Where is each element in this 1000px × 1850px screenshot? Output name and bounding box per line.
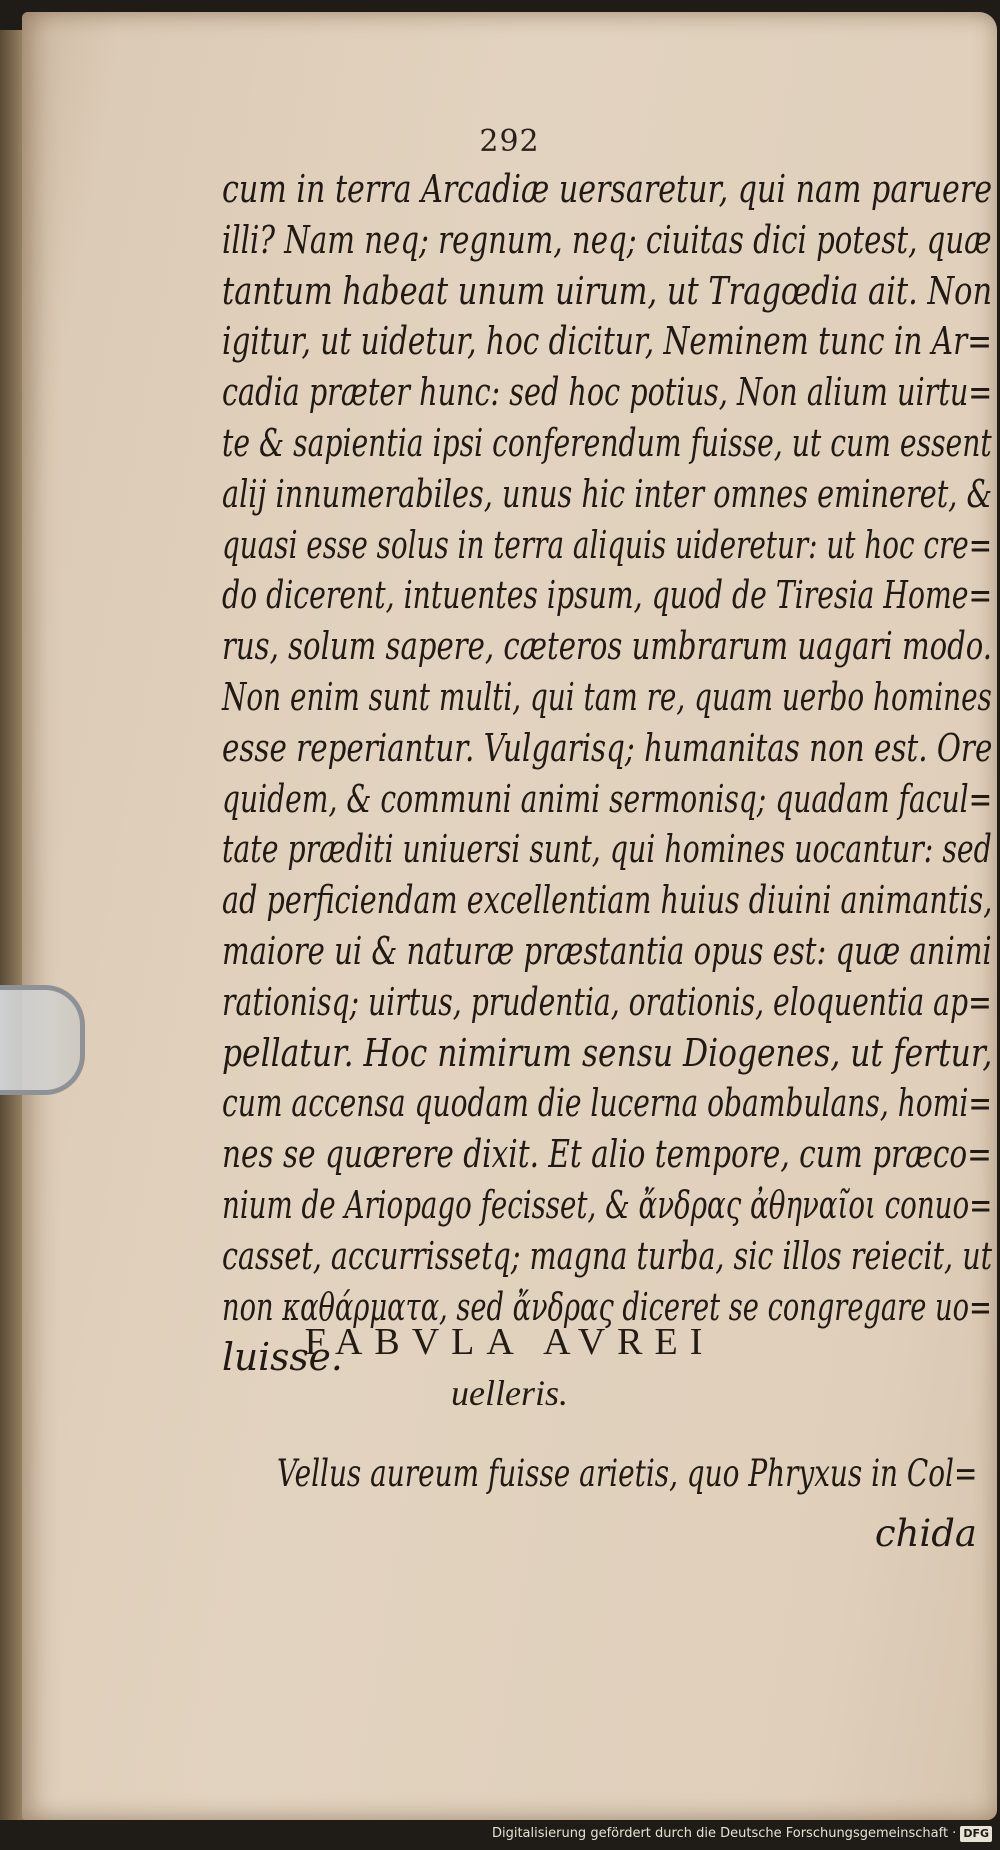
text-line: luisse.	[222, 1335, 343, 1380]
text-line: nes se quærere dixit. Et alio tempore, cum præco=	[222, 1132, 992, 1177]
text-line: do dicerent, intuentes ipsum, quod de Tiresia Home=	[222, 573, 993, 618]
text-line: esse reperiantur. Vulgarisq; humanitas non est. Ore	[222, 725, 993, 770]
body-text	[222, 164, 1000, 1383]
section-heading: FABVLA AVREI	[304, 1321, 715, 1363]
text-line: rationisq; uirtus, prudentia, orationis, eloquentia ap=	[222, 979, 992, 1024]
book-page	[22, 12, 997, 1820]
text-line: tantum habeat unum uirum, ut Tragœdia ait. Non	[222, 268, 993, 313]
footer-text: Digitalisierung gefördert durch die Deutsche Forschungsgemeinschaft ·	[491, 1826, 957, 1841]
text-line: ad perficiendam excellentiam huius diuini animantis,	[222, 878, 993, 923]
text-line: rus, solum sapere, cæteros umbrarum uagari modo.	[222, 624, 993, 669]
paragraph2-catchword: chida	[874, 1512, 977, 1555]
footer-credit	[492, 1822, 992, 1846]
paragraph2-line: Vellus aureum fuisse arietis, quo Phryxus in Col=	[277, 1452, 978, 1495]
next-paragraph	[277, 1444, 997, 1564]
text-line: igitur, ut uidetur, hoc dicitur, Neminem tunc in Ar=	[222, 319, 992, 364]
text-line: alij innumerabiles, unus hic inter omnes emineret, &	[222, 471, 993, 516]
text-line: cum accensa quodam die lucerna obambulans, homi=	[222, 1081, 992, 1126]
text-line: te & sapientia ipsi conferendum fuisse, ut cum essent	[222, 420, 992, 465]
text-line: cadia præter hunc: sed hoc potius, Non alium uirtu=	[222, 370, 993, 415]
section-subheading: uelleris.	[451, 1373, 568, 1413]
text-line: cum in terra Arcadiæ uersaretur, qui nam paruere	[222, 167, 993, 211]
page-number: 292	[479, 124, 540, 159]
text-line: Non enim sunt multi, qui tam re, quam uerbo homines	[222, 674, 992, 719]
text-line: maiore ui & naturæ præstantia opus est: quæ animi	[222, 928, 992, 973]
text-line: quidem, & communi animi sermonisq; quadam facul=	[222, 776, 993, 821]
dfg-logo: DFG	[960, 1826, 992, 1842]
text-line: nium de Ariopago fecisset, & ἄνδρας ἀθηναῖοι conuo=	[222, 1182, 993, 1227]
text-line: non καθάρματα, sed ἄνδρας diceret se congregare uo=	[222, 1284, 992, 1329]
text-line: casset, accurrissetq; magna turba, sic illos reiecit, ut	[222, 1233, 993, 1278]
page-clip	[0, 985, 85, 1095]
text-line: pellatur. Hoc nimirum sensu Diogenes, ut fertur,	[222, 1030, 993, 1075]
text-line: illi? Nam neq; regnum, neq; ciuitas dici potest, quæ	[222, 217, 992, 262]
text-line: quasi esse solus in terra aliquis uideretur: ut hoc cre=	[222, 522, 993, 567]
text-line: tate præditi uniuersi sunt, qui homines uocantur: sed	[222, 827, 992, 872]
